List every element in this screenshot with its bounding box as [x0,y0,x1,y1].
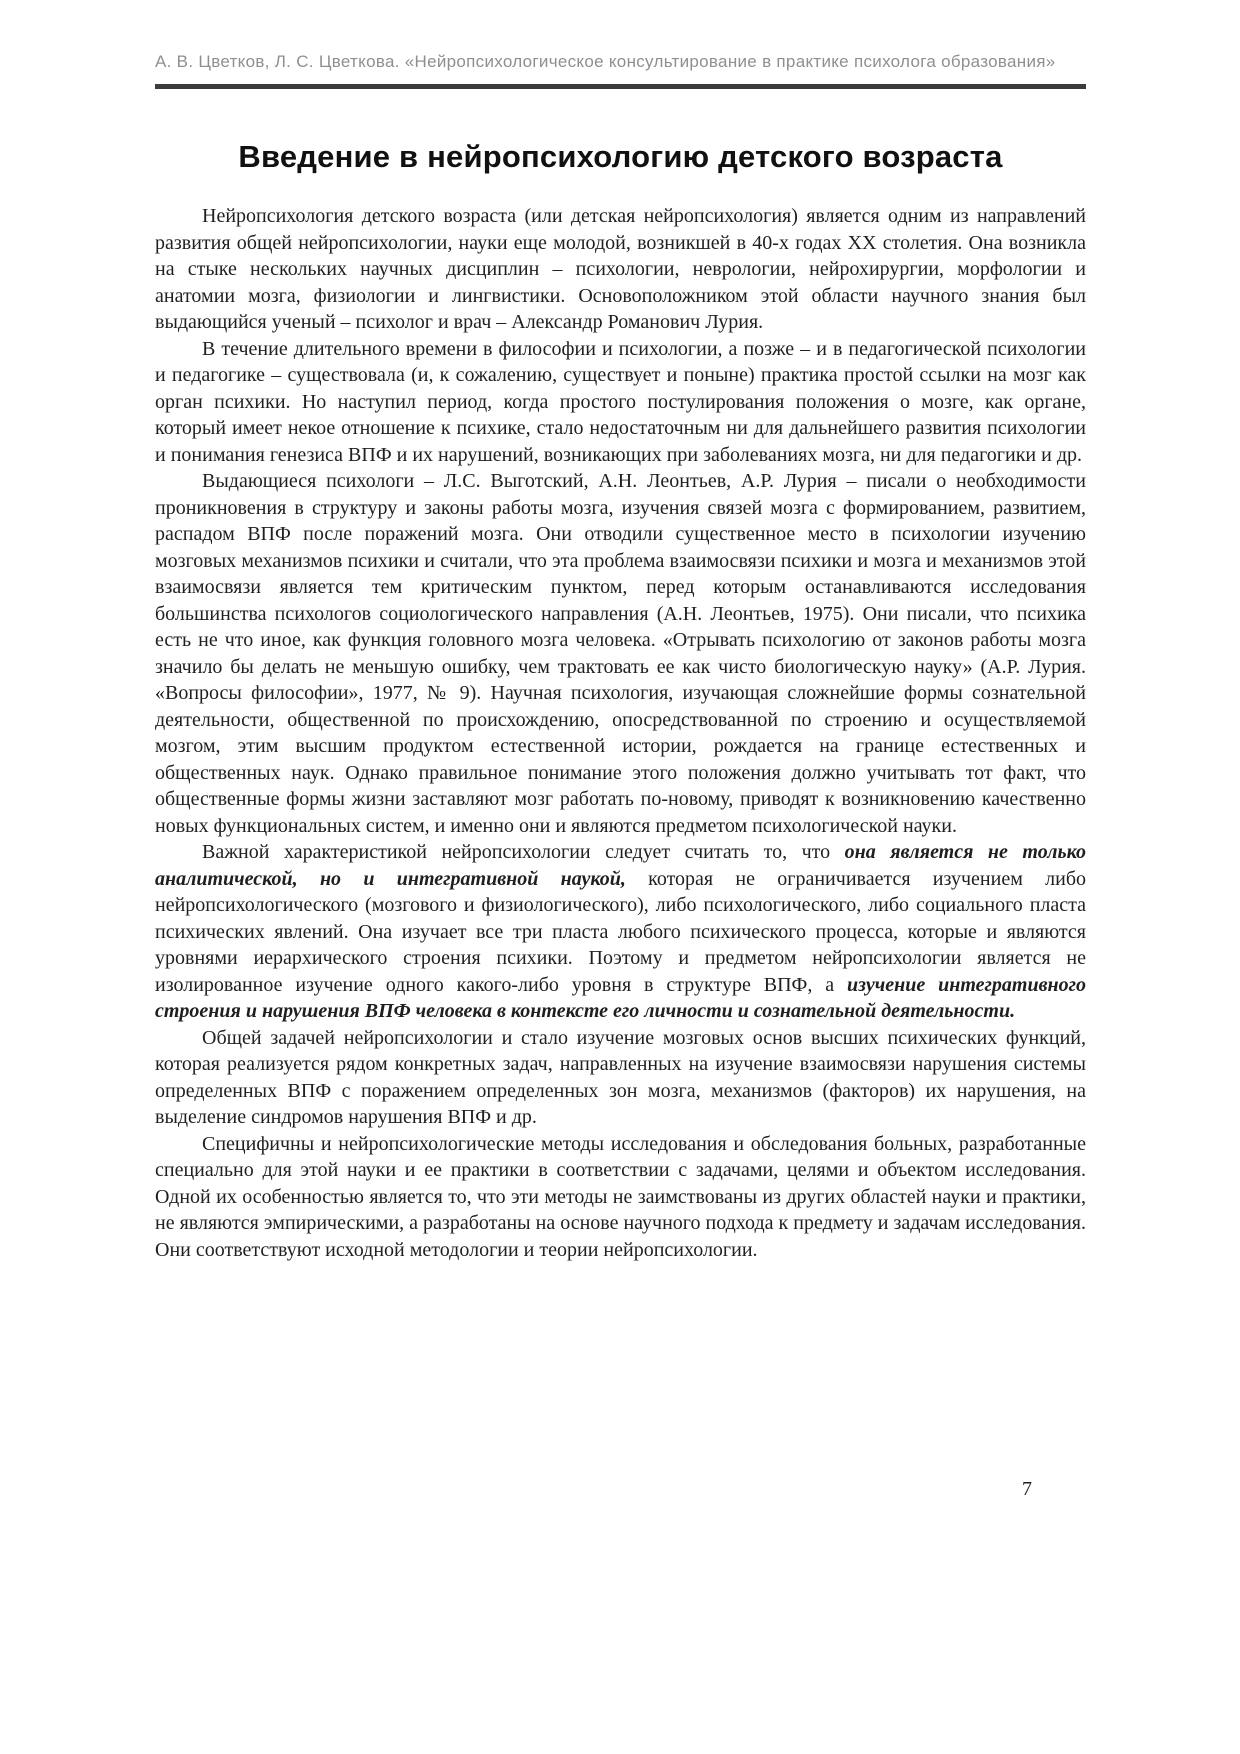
body-text [155,203,1086,1263]
text-segment: Выдающиеся психологи – Л.С. Выготский, А.Н. Леонтьев, А.Р. Лурия – писали о необходимости проникновения в структуру и законы работы мозга, изучения связей мозга с формированием, развитием, распадом ВПФ после поражений мозга. Они отводили существенное место в психологии изучению мозговых механизмов психики и считали, что эта проблема взаимосвязи психики и мозга и механизмов этой взаимосвязи является тем критическим пунктом, перед которым останавливаются исследования большинства психологов социологического направления (А.Н. Леонтьев, 1975). Они писали, что психика есть не что иное, как функция головного мозга человека. «Отрывать психологию от законов работы мозга значило бы делать не меньшую ошибку, чем трактовать ее как чисто биологическую науку» (А.Р. Лурия. «Вопросы философии», 1977, № 9). Научная психология, изучающая сложнейшие формы сознательной деятельности, общественной по происхождению, опосредствованной по строению и осуществляемой мозгом, этим высшим продуктом естественной истории, рождается на границе естественных и общественных наук. Однако правильное понимание этого положения должно учитывать тот факт, что общественные формы жизни заставляют мозг работать по-новому, приводят к возникновению качественно новых функциональных систем, и именно они и являются предметом психологической науки. [155,470,1086,837]
paragraph [155,839,1086,1025]
emphasized-text-segment: изучение интегративного строения и нарушения ВПФ человека в контексте его личности и сознательной деятельности. [155,973,1086,1022]
text-segment: В течение длительного времени в философии и психологии, а позже – и в педагогической психологии и педагогике – существовала (и, к сожалению, существует и поныне) практика простой ссылки на мозг как орган психики. Но наступил период, когда простого постулирования положения о мозге, как органе, который имеет некое отношение к психике, стало недостаточным ни для дальнейшего развития психологии и понимания генезиса ВПФ и их нарушений, возникающих при заболеваниях мозга, ни для педагогики и др. [155,337,1086,466]
running-header: А. В. Цветков, Л. С. Цветкова. «Нейропсихологическое консультирование в практике психолога образования» [155,52,1056,71]
text-segment: Специфичны и нейропсихологические методы исследования и обследования больных, разработанные специально для этой науки и ее практики в соответствии с задачами, целями и объектом исследования. Одной их особенностью является то, что эти методы не заимствованы из других областей науки и практики, не являются эмпирическими, а разработаны на основе научного подхода к предмету и задачам исследования. Они соответствуют исходной методологии и теории нейропсихологии. [155,1132,1086,1261]
paragraph [155,1025,1086,1131]
paragraph [155,203,1086,336]
page-number: 7 [1022,1478,1032,1500]
text-segment: которая не ограничивается изучением либо нейропсихологического (мозгового и физиологического), либо психологического, либо социального пласта психических явлений. Она изучает все три пласта любого психического процесса, которые и являются уровнями иерархического строения психики. Поэтому и предметом нейропсихологии является не изолированное изучение одного какого-либо уровня в структуре ВПФ, а [155,867,1087,996]
chapter-title: Введение в нейропсихологию детского возраста [238,139,1003,174]
header-rule [155,84,1086,89]
text-segment: Важной характеристикой нейропсихологии следует считать то, что [202,841,845,863]
emphasized-text-segment: она является не только аналитической, но и интегративной наукой, [155,841,1087,890]
text-segment: Общей задачей нейропсихологии и стало изучение мозговых основ высших психических функций, которая реализуется рядом конкретных задач, направленных на изучение взаимосвязи нарушения системы определенных ВПФ с поражением определенных зон мозга, механизмов (факторов) их нарушения, на выделение синдромов нарушения ВПФ и др. [155,1026,1086,1128]
paragraph [155,468,1086,839]
paragraph [155,336,1086,469]
text-segment: Нейропсихология детского возраста (или детская нейропсихология) является одним из направлений развития общей нейропсихологии, науки еще молодой, возникшей в 40-х годах XX столетия. Она возникла на стыке нескольких научных дисциплин – психологии, неврологии, нейрохирургии, морфологии и анатомии мозга, физиологии и лингвистики. Основоположником этой области научного знания был выдающийся ученый – психолог и врач – Александр Романович Лурия. [155,205,1086,333]
paragraph [155,1131,1086,1264]
